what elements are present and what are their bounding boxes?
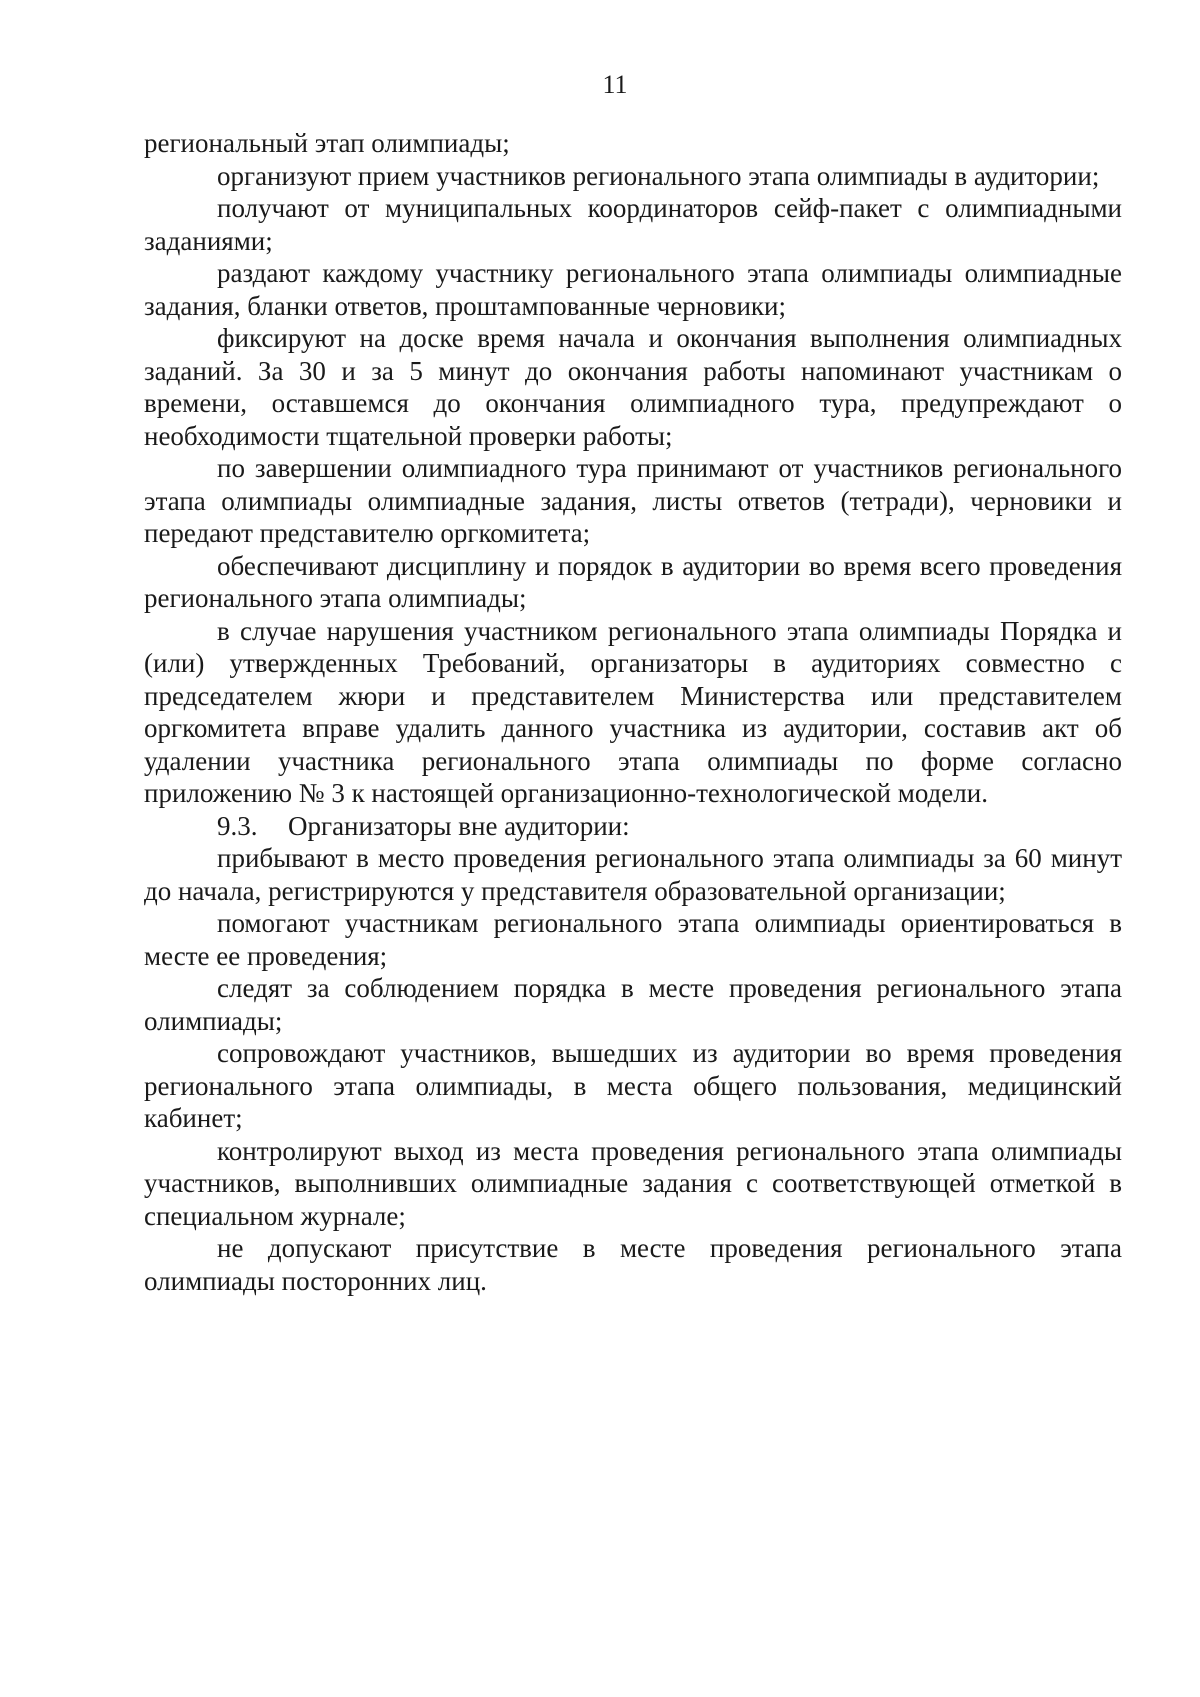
paragraph: контролируют выход из места проведения регионального этапа олимпиады участников, выполнивших олимпиадные задания с соответствующей отметкой в специальном журнале; (144, 1135, 1122, 1231)
document-body (144, 127, 1122, 1297)
paragraph: следят за соблюдением порядка в месте проведения регионального этапа олимпиады; (144, 973, 1122, 1036)
section-number: 9.3. (217, 810, 258, 841)
section-heading (144, 810, 1122, 843)
section-title: Организаторы вне аудитории: (288, 810, 630, 841)
paragraph: не допускают присутствие в месте проведения регионального этапа олимпиады посторонних лиц. (144, 1233, 1122, 1296)
paragraph: получают от муниципальных координаторов сейф-пакет с олимпиадными заданиями; (144, 193, 1122, 256)
paragraph: региональный этап олимпиады; (144, 128, 510, 158)
paragraph: по завершении олимпиадного тура принимают от участников регионального этапа олимпиады олимпиадные задания, листы ответов (тетради), черновики и передают представителю оргкомитета; (144, 453, 1122, 548)
paragraph: фиксируют на доске время начала и окончания выполнения олимпиадных заданий. За 30 и за 5 минут до окончания работы напоминают участникам о времени, оставшемся до окончания олимпиадного тура, предупреждают о необходимости тщательной проверки работы; (144, 323, 1122, 451)
paragraph: организуют прием участников регионального этапа олимпиады в аудитории; (217, 160, 1100, 191)
paragraph: обеспечивают дисциплину и порядок в аудитории во время всего проведения регионального этапа олимпиады; (144, 550, 1122, 613)
paragraph: раздают каждому участнику регионального этапа олимпиады олимпиадные задания, бланки ответов, проштампованные черновики; (144, 258, 1122, 321)
paragraph: помогают участникам регионального этапа олимпиады ориентироваться в месте ее проведения; (144, 908, 1122, 971)
paragraph: в случае нарушения участником регионального этапа олимпиады Порядка и (или) утвержденных Требований, организаторы в аудиториях совместно с председателем жюри и представителем Министерства или представителем оргкомитета вправе удалить данного участника из аудитории, составив акт об удалении участника регионального этапа олимпиады по форме согласно приложению № 3 к настоящей организационно-технологической модели. (144, 615, 1122, 808)
paragraph: сопровождают участников, вышедших из аудитории во время проведения регионального этапа олимпиады, в места общего пользования, медицинский кабинет; (144, 1038, 1122, 1133)
page-number: 11 (602, 70, 628, 99)
paragraph: прибывают в место проведения регионального этапа олимпиады за 60 минут до начала, регистрируются у представителя образовательной организации; (144, 843, 1122, 906)
